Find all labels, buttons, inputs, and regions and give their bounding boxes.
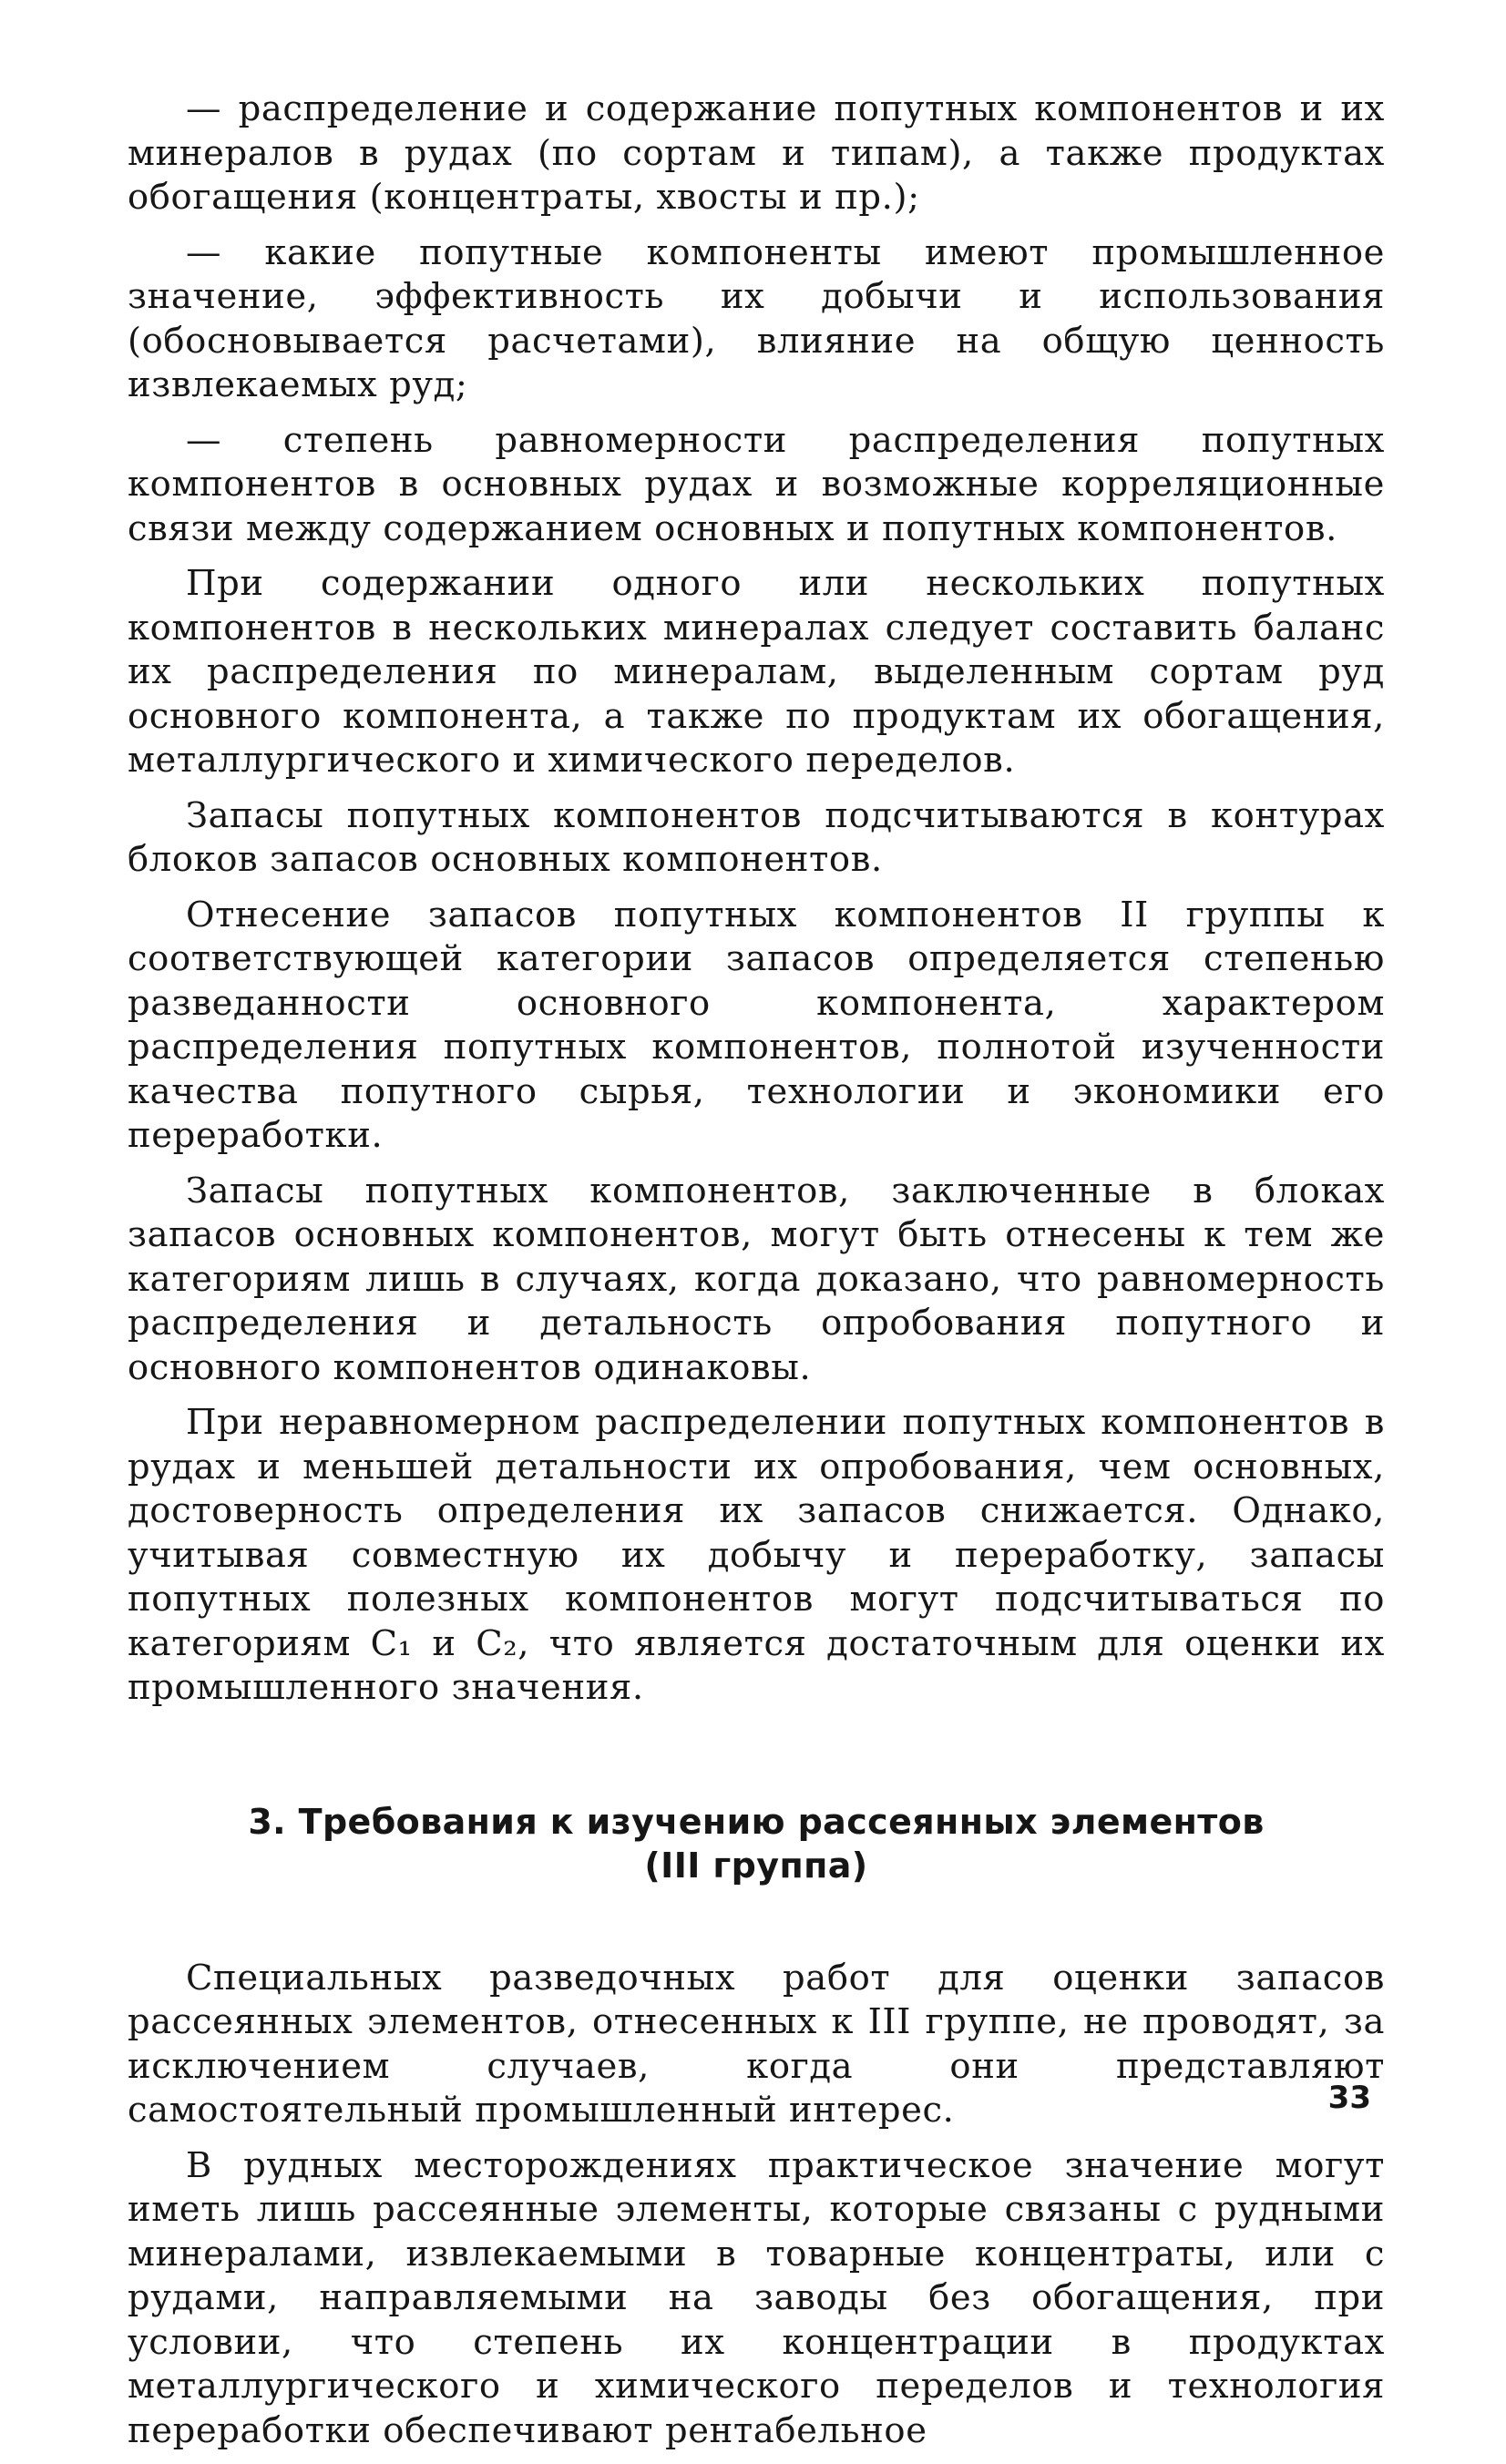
section-spacer	[128, 1722, 1385, 1800]
paragraph-balance: При содержании одного или нескольких попутных компонентов в нескольких минералах следует составить баланс их распределения по минералам, выделенным сортам руд основного компонента, а также по продуктам их обогащения, металлургического и химического переделов.	[128, 563, 1385, 781]
paragraph-special-works: Специальных разведочных работ для оценки запасов рассеянных элементов, отнесенных к III группе, не проводят, за исключением случаев, когда они представляют самостоятельный промышленный интерес.	[128, 1957, 1385, 2131]
paragraph-industrial-value-item: — какие попутные компоненты имеют промышленное значение, эффективность их добычи и использования (обосновывается расчетами), влияние на общую ценность извлекаемых руд;	[128, 231, 1385, 405]
page-number: 33	[1327, 2080, 1371, 2116]
section-heading-line-2: (III группа)	[644, 1845, 868, 1886]
section-heading	[128, 1800, 1385, 1887]
paragraph-distribution-item: — распределение и содержание попутных компонентов и их минералов в рудах (по сортам и типам), а также продуктах обогащения (концентраты, хвосты и пр.);	[128, 88, 1385, 218]
section-heading-line-1: 3. Требования к изучению рассеянных элементов	[248, 1801, 1265, 1842]
paragraph-uniformity-item: — степень равномерности распределения попутных компонентов в основных рудах и возможные корреляционные связи между содержанием основных и попутных компонентов.	[128, 419, 1385, 549]
paragraph-category-assignment: Отнесение запасов попутных компонентов II группы к соответствующей категории запасов определяется степенью разведанности основного компонента, характером распределения попутных компонентов, полнотой изученности качества попутного сырья, технологии и экономики его переработки.	[128, 894, 1385, 1156]
paragraph-practical-value: В рудных месторождениях практическое значение могут иметь лишь рассеянные элементы, которые связаны с рудными минералами, извлекаемыми в товарные концентраты, или с рудами, направляемыми на заводы без обогащения, при условии, что степень их концентрации в продуктах металлургического и химического переделов и технология переработки обеспечивают рентабельное	[128, 2144, 1385, 2451]
paragraph-uneven-distribution: При неравномерном распределении попутных компонентов в рудах и меньшей детальности их опробования, чем основных, достоверность определения их запасов снижается. Однако, учитывая совместную их добычу и переработку, запасы попутных полезных компонентов могут подсчитываться по категориям C₁ и C₂, что является достаточным для оценки их промышленного значения.	[128, 1402, 1385, 1708]
paragraph-reserves-contours: Запасы попутных компонентов подсчитываются в контурах блоков запасов основных компонентов.	[128, 794, 1385, 880]
document-page	[128, 87, 1385, 2464]
paragraph-same-categories: Запасы попутных компонентов, заключенные в блоках запасов основных компонентов, могут быть отнесены к тем же категориям лишь в случаях, когда доказано, что равномерность распределения и детальность опробования попутного и основного компонентов одинаковы.	[128, 1170, 1385, 1388]
